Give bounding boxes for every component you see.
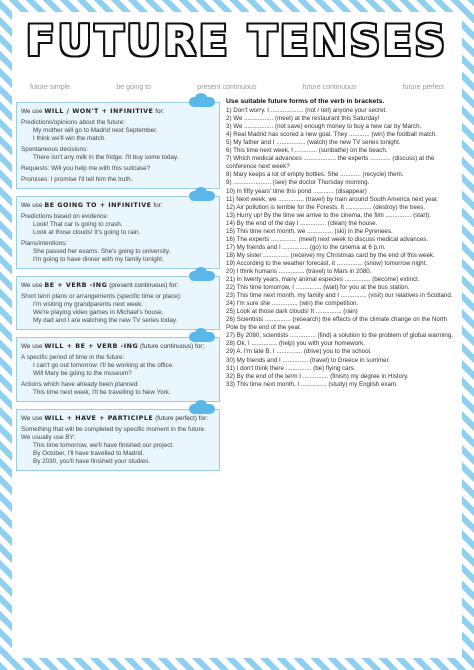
exercise-item: 15) This time next month, we ............... (ski) in the Pyrenees.: [226, 227, 393, 235]
exercise-instruction: Use suitable future forms of the verb in brackets.: [226, 98, 385, 105]
tense-label: be going to: [116, 84, 152, 91]
rule-prefix: We use: [21, 343, 43, 350]
example-sentence: Look at those clouds! It's going to rain.: [33, 229, 141, 236]
exercise-item: 10) In fifty years' time this pond ............ (disappear): [226, 187, 367, 195]
rule-suffix: for:: [155, 108, 165, 115]
example-sentence: I'm visiting my grandparents next week.: [33, 301, 144, 308]
usage-label: A specific period of time in the future:: [21, 354, 125, 361]
exercise-item: 22) This time tomorrow, I ............... (wait) for you at the bus station.: [226, 284, 410, 292]
exercise-item: 11) Next week, we ............... (travel) by train around South America next year.: [226, 195, 439, 203]
page-title: FUTURE TENSES: [26, 16, 448, 65]
exercise-item: 1) Don't worry. I ................... (not / tell) anyone your secret.: [226, 107, 387, 115]
exercise-item: 27) By 2080, scientists ............... (find) a solution to the problem of global warming.: [226, 332, 453, 340]
worksheet-page: [12, 12, 462, 658]
exercise-item: 33) This time next month, I ............... (study) my English exam.: [226, 380, 398, 388]
example-sentence: By October, I'll have travelled to Madrid.: [33, 450, 145, 457]
tense-label: future continuous: [302, 84, 357, 91]
exercise-item: 29) A. I'm late B. I ............... (drive) you to the school.: [226, 348, 372, 356]
usage-label: Plans/intentions:: [21, 240, 68, 247]
exercise-item: 13) Hurry up! By the time we arrive to the cinema, the film ............... (start).: [226, 211, 431, 219]
exercise-item: 20) I think humans ............... (travel) to Mars in 2080.: [226, 267, 372, 275]
grammar-rule: [21, 414, 215, 423]
example-sentence: This time tomorrow, we'll have finished our project.: [33, 442, 174, 449]
usage-label: Short term plans or arrangements (specific time or place):: [21, 293, 182, 300]
exercise-item: 30) My friends and I ............... (travel) to Greece in summer.: [226, 356, 391, 364]
usage-label: Predictions/opinions about the future:: [21, 119, 125, 126]
exercise-item: 4) Real Madrid has scored a new goal. They ............ (win) the football match.: [226, 131, 438, 139]
grammar-rule: [21, 107, 215, 116]
grammar-box: [16, 102, 220, 189]
tense-label: future simple: [30, 84, 71, 91]
example-sentence: There isn't any milk in the fridge. I'll buy some today.: [33, 154, 179, 161]
exercise-item: 2) We ................. (meet) at the restaurant this Saturday!: [226, 115, 380, 123]
cloud-icon: [189, 191, 215, 201]
grammar-box: [16, 196, 220, 269]
example-sentence: This time next week, I'll be travelling to New York.: [33, 389, 171, 396]
usage-label: Promises: I promise I'll tell him the truth.: [21, 176, 133, 183]
example-sentence: We're playing video games in Michael's house.: [33, 309, 164, 316]
rule-prefix: We use: [21, 202, 43, 209]
grammar-box: [16, 337, 220, 402]
grammar-boxes-column: [16, 102, 220, 478]
example-sentence: By 2030, you'll have finished your studies.: [33, 458, 151, 465]
example-sentence: I'm going to have dinner with my family tonight.: [33, 256, 164, 263]
exercise-column: [226, 98, 458, 389]
exercise-item: 14) By the end of the day I ............... (clean) the house.: [226, 219, 378, 227]
usage-label: Spontaneous decisions:: [21, 146, 88, 153]
rule-structure: BE + VERB -ING: [44, 281, 108, 289]
exercise-item: 5) My father and I ................. (watch) the new TV series tonight.: [226, 139, 401, 147]
exercise-item: 17) My friends and I ............... (go) to the cinema at 6 p.m.: [226, 243, 386, 251]
rule-structure: WILL + BE + VERB -ING: [44, 342, 139, 350]
exercise-item: 18) My sister ............... (receive) my Christmas card by the end of this week.: [226, 251, 435, 259]
usage-label: Something that will be completed by specific moment in the future. We usually use BY:: [21, 426, 206, 441]
example-sentence: She passed her exams. She's going to university.: [33, 248, 171, 255]
exercise-item: 19) According to the weather forecast, it ............... (snow) tomorrow night.: [226, 259, 428, 267]
rule-prefix: We use: [21, 415, 43, 422]
exercise-item: 23) This time next month, my family and I ............... (visit) our relatives in Scotland.: [226, 292, 453, 300]
exercise-item: 32) By the end of the term I ............... (finish) my degree in History.: [226, 372, 409, 380]
exercise-item: 8) Mary keeps a lot of empty bottles. She ............ (recycle) them.: [226, 171, 404, 179]
exercise-item: 24) I'm sure she ............... (win) the competition.: [226, 300, 359, 308]
example-sentence: I think we'll win the match.: [33, 135, 106, 142]
cloud-icon: [189, 332, 215, 342]
exercise-item: 12) Air pollution is terrible for the Forests. It ............... (destroy) the trees.: [226, 203, 426, 211]
rule-suffix: (future continuous) for:: [140, 343, 205, 350]
cloud-icon: [189, 271, 215, 281]
rule-structure: WILL + HAVE + PARTICIPLE: [44, 414, 154, 422]
usage-label: Requests: Will you help me with this suitcase?: [21, 165, 151, 172]
rule-structure: BE GOING TO + INFINITIVE: [44, 201, 152, 209]
exercise-item: 6) This time next week, I ............. (sunbathe) on the beach.: [226, 147, 388, 155]
example-sentence: My dad and I are watching the new TV series today.: [33, 317, 178, 324]
rule-suffix: (future perfect) for:: [155, 415, 208, 422]
rule-suffix: for:: [153, 202, 163, 209]
tense-label: future perfect: [402, 84, 444, 91]
cloud-icon: [189, 97, 215, 107]
grammar-box: [16, 409, 220, 471]
usage-label: Actions which have already been planned:: [21, 381, 139, 388]
grammar-box: [16, 276, 220, 330]
rule-prefix: We use: [21, 282, 43, 289]
exercise-item: 21) In twenty years, many animal especies ............... (become) extinct.: [226, 276, 420, 284]
exercise-item: 26) Scientists ............... (research) the effects of the climate change on the North Pole by the end of the year.: [226, 316, 448, 332]
exercise-item: 31) I don't think there ............... (be) flying cars.: [226, 364, 356, 372]
exercise-item: 9) ...................... (see) the doctor Thursday morning.: [226, 179, 370, 187]
grammar-rule: [21, 342, 215, 351]
rule-suffix: (present continuous) for:: [109, 282, 179, 289]
rule-prefix: We use: [21, 108, 43, 115]
cloud-icon: [189, 404, 215, 414]
example-sentence: Will Mary be going to the museum?: [33, 370, 132, 377]
exercise-item: 3) We ................. (not save) enough money to buy a new car by March.: [226, 123, 422, 131]
exercise-item: 28) Ok, I ............... (help) you with your homework.: [226, 340, 365, 348]
tense-label: present continuous: [197, 84, 257, 91]
exercise-item: 25) Look at those dark clouds! It ............... (rain): [226, 308, 358, 316]
example-sentence: I can't go out tomorrow. I'll be working at the office.: [33, 362, 174, 369]
grammar-rule: [21, 201, 215, 210]
usage-label: Predictions based on evidence:: [21, 213, 109, 220]
rule-structure: WILL / WON'T + INFINITIVE: [44, 107, 154, 115]
tense-labels-bar: [12, 84, 462, 98]
exercise-item: 16) The experts ............... (meet) next week to discuss medical advances.: [226, 235, 429, 243]
exercise-lines: [226, 107, 458, 389]
example-sentence: Look! That car is going to crash.: [33, 221, 123, 228]
grammar-rule: [21, 281, 215, 290]
example-sentence: My mother will go to Madrid next September.: [33, 127, 158, 134]
exercise-item: 7) Which medical advances ................... the experts ............ (discuss) at the conference next week?: [226, 155, 435, 171]
